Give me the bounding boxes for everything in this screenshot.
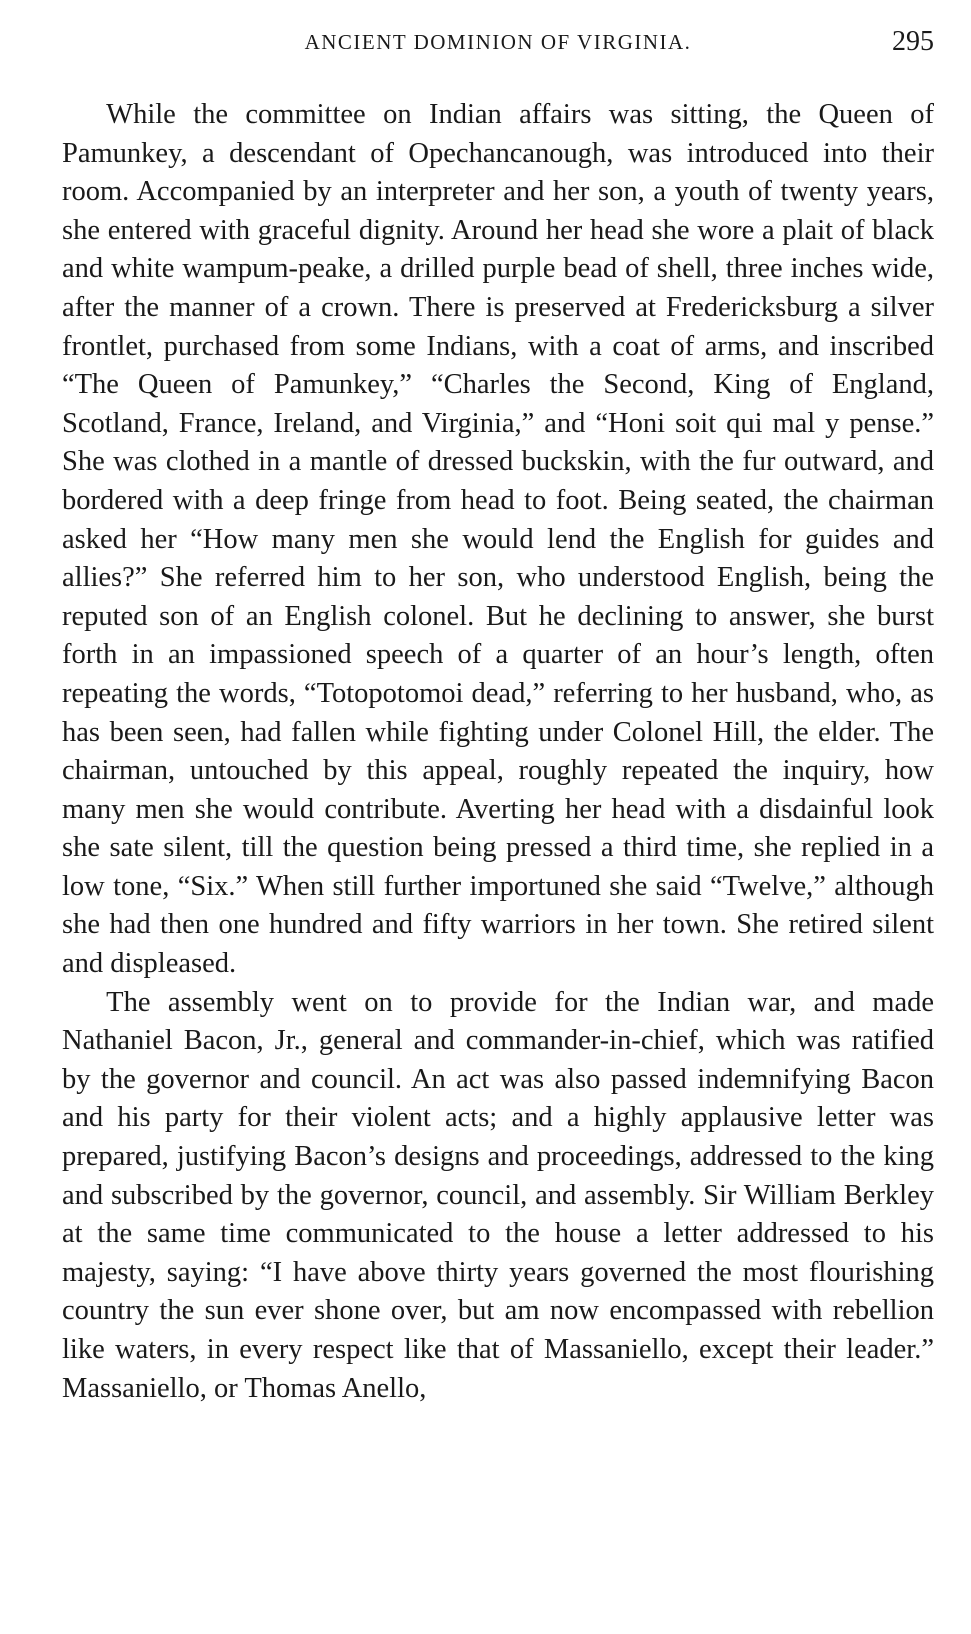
running-title: ANCIENT DOMINION OF VIRGINIA. bbox=[304, 30, 692, 54]
page-number: 295 bbox=[892, 26, 934, 57]
paragraph-queen-of-pamunkey: While the committee on Indian affairs was sitting, the Queen of Pamunkey, a descendant of Opechancanough, was introduced into their room. Accompanied by an interpreter and her son, a youth of twenty years, she entered with graceful dignity. Around her head she wore a plait of black and white wampum-peake, a drilled purple bead of shell, three inches wide, after the manner of a crown. There is preserved at Fredericksburg a silver frontlet, purchased from some Indians, with a coat of arms, and inscribed “The Queen of Pamunkey,” “Charles the Second, King of England, Scotland, France, Ireland, and Virginia,” and “Honi soit qui mal y pense.” She was clothed in a mantle of dressed buckskin, with the fur outward, and bordered with a deep fringe from head to foot. Being seated, the chairman asked her “How many men she would lend the English for guides and allies?” She referred him to her son, who understood English, being the reputed son of an English colonel. But he declining to answer, she burst forth in an impassioned speech of a quarter of an hour’s length, often repeating the words, “Totopotomoi dead,” referring to her husband, who, as has been seen, had fallen while fighting under Colonel Hill, the elder. The chairman, untouched by this appeal, roughly repeated the inquiry, how many men she would contribute. Averting her head with a disdainful look she sate silent, till the question being pressed a third time, she replied in a low tone, “Six.” When still further importuned she said “Twelve,” although she had then one hundred and fifty warriors in her town. She retired silent and displeased. bbox=[62, 99, 934, 980]
running-head bbox=[62, 26, 934, 60]
paragraph-assembly-indian-war: The assembly went on to provide for the Indian war, and made Nathaniel Bacon, Jr., general and commander-in-chief, which was ratified by the governor and council. An act was also passed indemnifying Bacon and his party for their violent acts; and a highly applausive letter was prepared, justifying Bacon’s designs and proceedings, addressed to the king and subscribed by the governor, council, and assembly. Sir William Berkley at the same time communicated to the house a letter addressed to his majesty, saying: “I have above thirty years governed the most flourishing country the sun ever shone over, but am now encompassed with rebellion like waters, in every respect like that of Massaniello, except their leader.” Massaniello, or Thomas Anello, bbox=[62, 986, 934, 1404]
body-text bbox=[62, 96, 934, 1408]
